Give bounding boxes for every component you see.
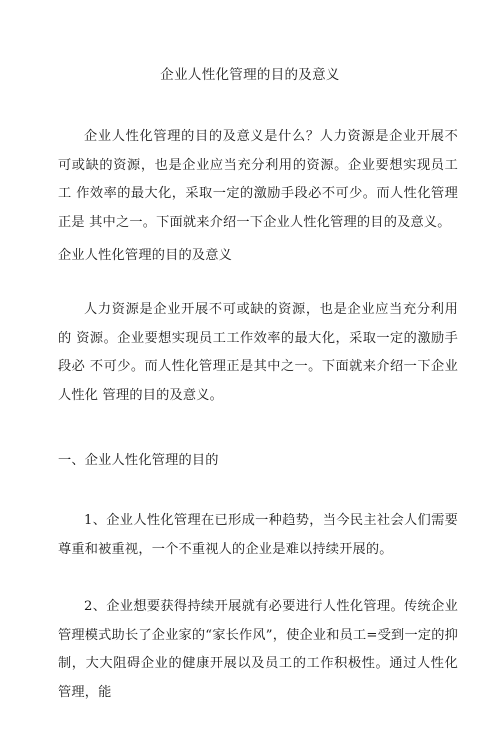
point-2-paragraph: 2、企业想要获得持续开展就有必要进行人性化管理。传统企业 管理模式助长了企业家的“家长作风”，使企业和员工=受到一定的抑 制，大大阻碍企业的健康开展以及员工的工作积极性。通过人性化管理，能 [58,599,458,700]
subtitle: 企业人性化管理的目的及意义 [58,248,233,263]
body-paragraph: 人力资源是企业开展不可或缺的资源，也是企业应当充分利用的 资源。企业要想实现员工工作效率的最大化，采取一定的激励手段必 不可少。而人性化管理正是其中之一。下面就来介绍一下企业人性化 管理的目的及意义。 [58,302,458,403]
point-1-paragraph: 1、企业人性化管理在已形成一种趋势，当今民主社会人们需要 尊重和被重视，一个不重视人的企业是难以持续开展的。 [58,513,458,557]
section-heading: 一、企业人性化管理的目的 [58,453,219,468]
intro-paragraph: 企业人性化管理的目的及意义是什么？人力资源是企业开展不 可或缺的资源，也是企业应当充分利用的资源。企业要想实现员工工 作效率的最大化，采取一定的激励手段必不可少。而人性化管理正是 其中之一。下面就来介绍一下企业人性化管理的目的及意义。 [58,129,458,230]
document-title: 企业人性化管理的目的及意义 [160,67,340,83]
